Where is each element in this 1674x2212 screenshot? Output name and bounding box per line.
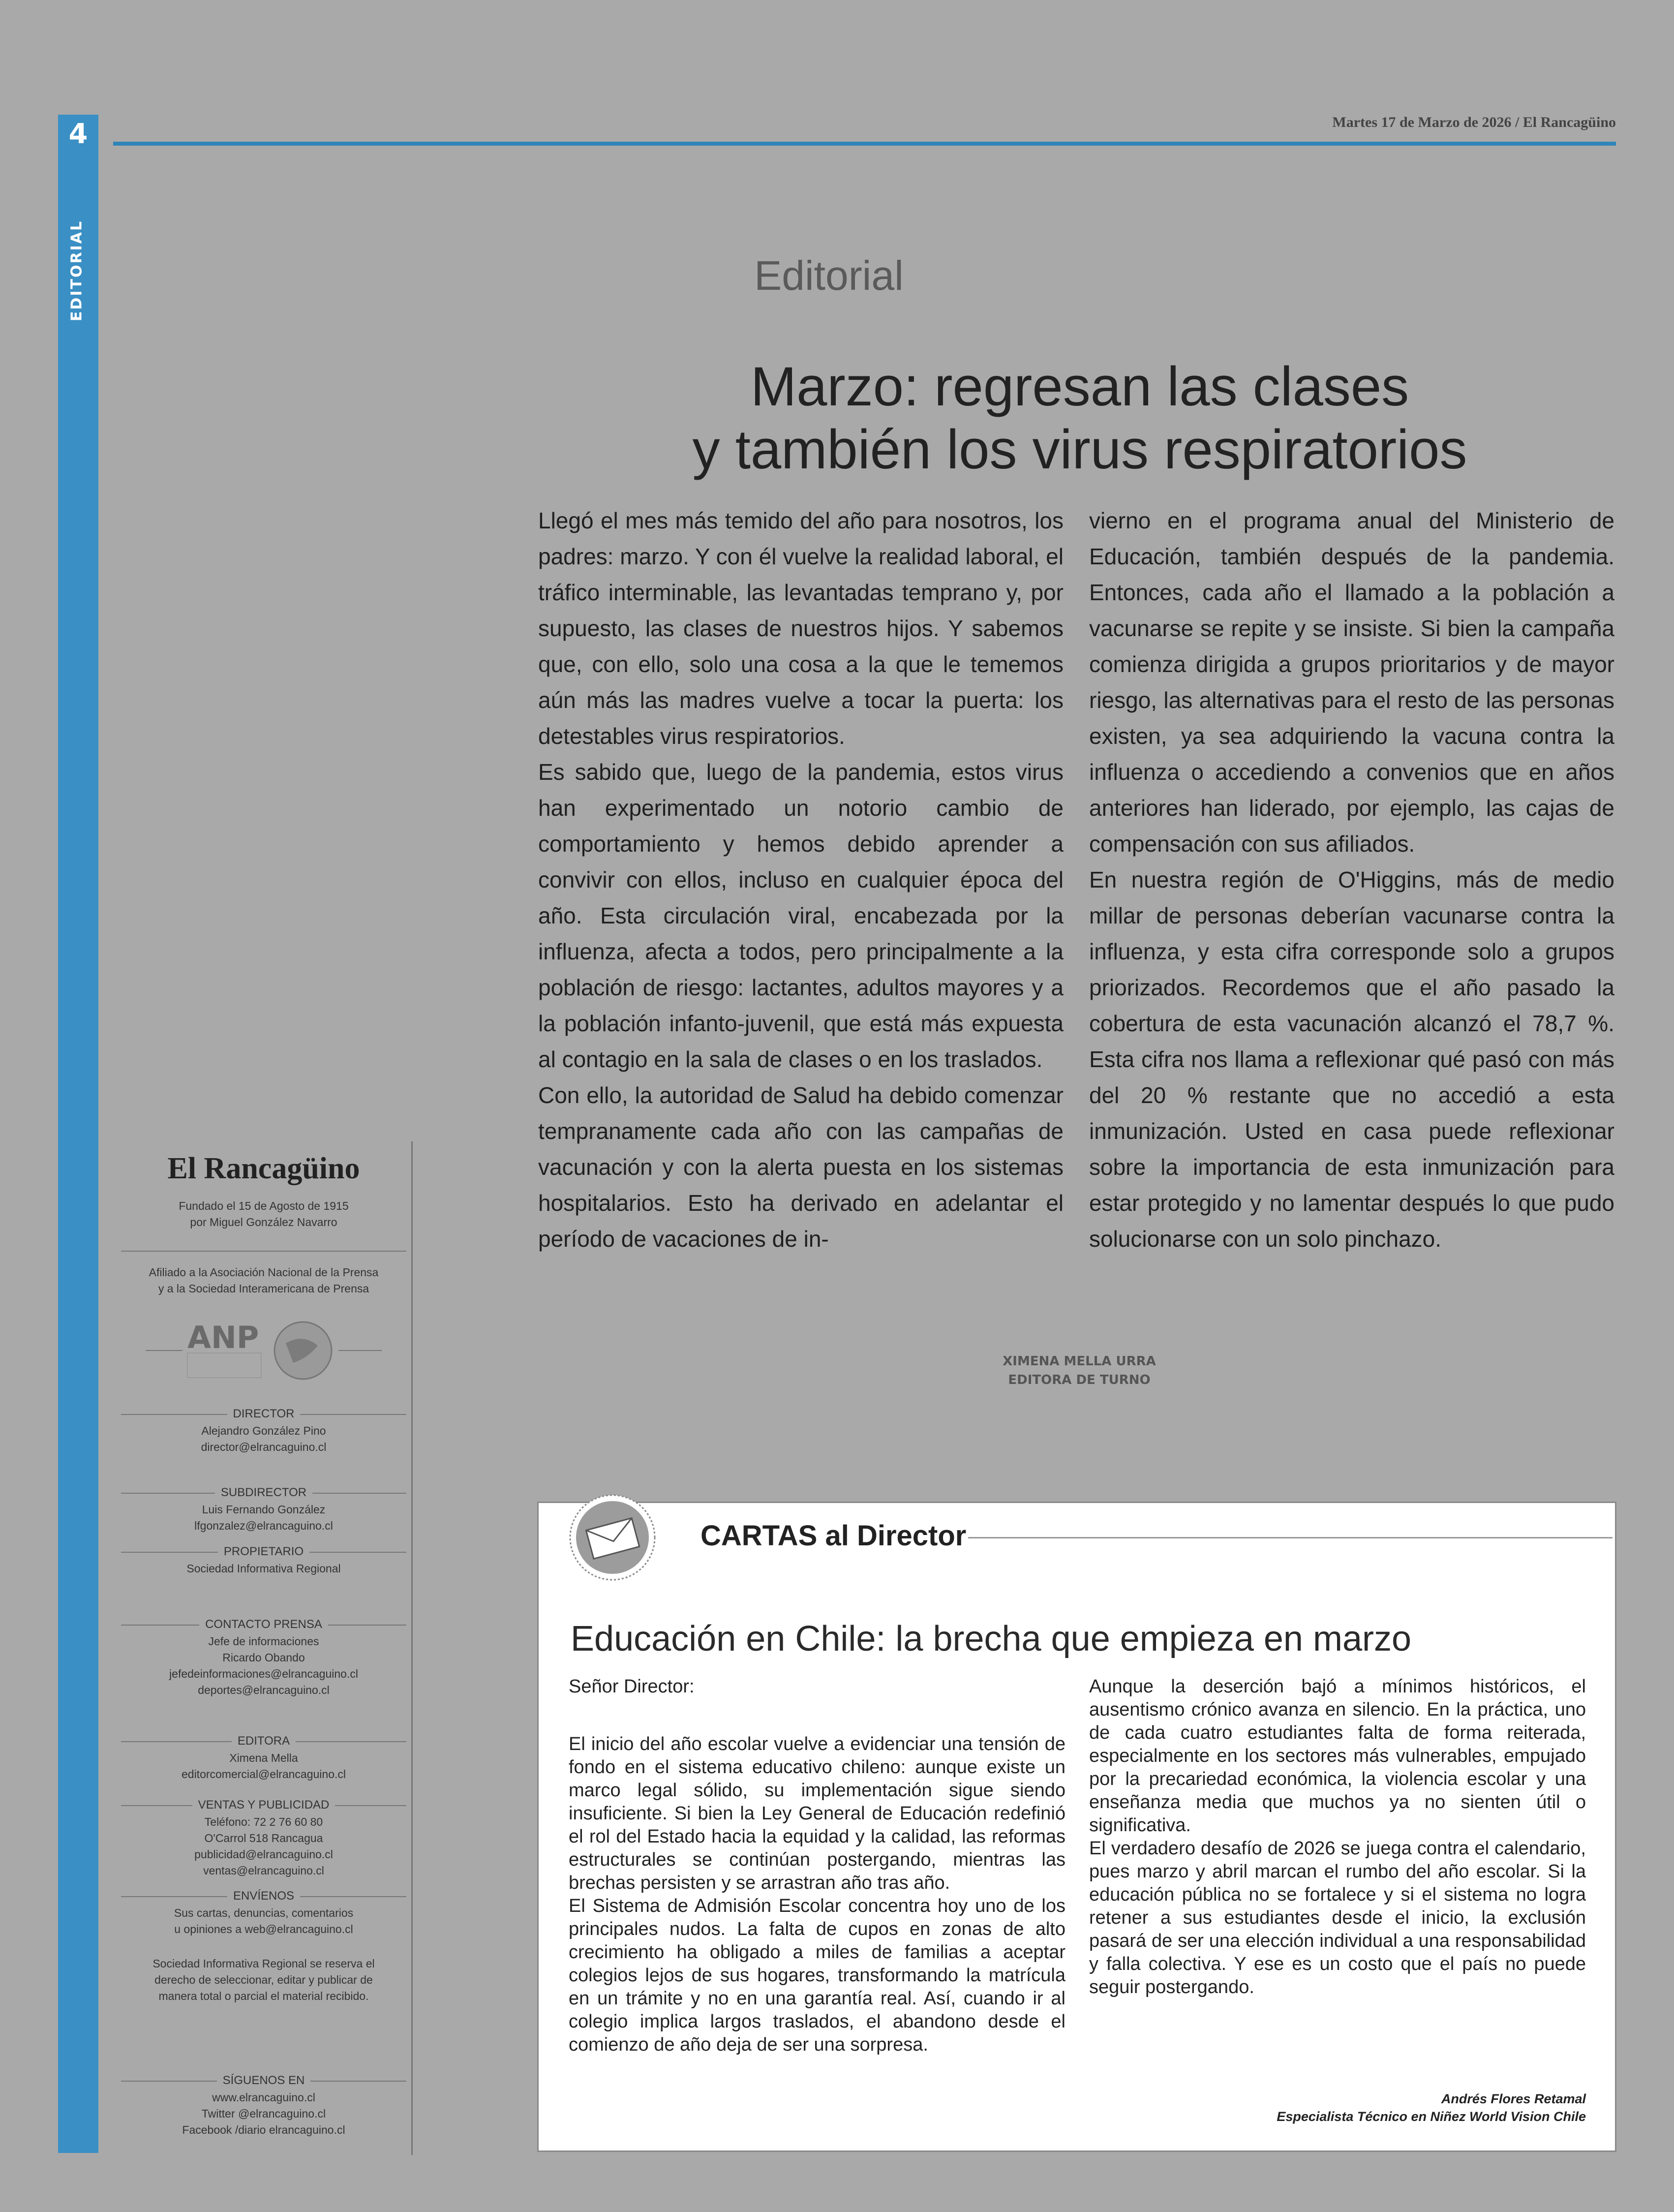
paragraph: Llegó el mes más temido del año para nosotros, los padres: marzo. Y con él vuelve la realidad laboral, el tráfico interminable, las levantadas temprano y, por supuesto, las clases de nuestros hijos. Y sabemos que, con ello, solo una cosa a la que le tememos aún más las madres vuelve a tocar la puerta: los detestables virus respiratorios. [538,508,1064,749]
editorial-column-2 [1089,503,1614,1257]
anp-logo: ANP [187,1320,259,1355]
follow-line: Facebook /diario elrancaguino.cl [182,2123,345,2136]
owner-header-text: PROPIETARIO [218,1545,309,1558]
editor-email: editorcomercial@elrancaguino.cl [181,1768,346,1781]
press-contact-line: deportes@elrancaguino.cl [198,1684,330,1696]
section-side-tab [58,115,98,2153]
sales-line: ventas@elrancaguino.cl [203,1864,324,1877]
rights-line: derecho de seleccionar, editar y publicar de [154,1973,373,1986]
letters-title-rule [968,1537,1613,1538]
rights-line: manera total o parcial el material recibido. [158,1990,369,2002]
sales-line: publicidad@elrancaguino.cl [194,1848,333,1861]
subdirector-name: Luis Fernando González [202,1503,326,1516]
header-rule [113,142,1616,146]
header-date-line: Martes 17 de Marzo de 2026 / El Rancagüino [1332,114,1616,130]
masthead-box [116,1141,413,2155]
follow-header-text: SÍGUENOS EN [217,2074,311,2087]
press-contact-line: jefedeinformaciones@elrancaguino.cl [169,1667,358,1680]
section-vertical-label [57,212,96,330]
association-logos [146,1314,382,1387]
press-contact-line: Ricardo Obando [222,1651,305,1664]
letter-column-2 [1089,1675,1586,1999]
paragraph: Aunque la deserción bajó a mínimos históricos, el ausentismo crónico avanza en silencio. En la práctica, uno de cada cuatro estudiantes falta de forma reiterada, especialmente en los sectores más vulnerables, empujado por la precariedad económica, la violencia escolar y una enseñanza media que muchos ya no sienten útil o significativa. [1089,1676,1586,1836]
paragraph: El inicio del año escolar vuelve a evidenciar una tensión de fondo en el sistema educativo chileno: aunque existe un marco legal sólido, su implementación sigue siendo insuficiente. Si bien la Ley General de Educación redefinió el rol del Estado hacia la equidad y la calidad, las reformas estructurales se continúan postergando, mientras las brechas persisten y se arrastran año tras año. [569,1734,1065,1893]
subdirector-header-text: SUBDIRECTOR [215,1486,312,1499]
send-line: Sus cartas, denuncias, comentarios [174,1906,354,1919]
send-line: u opiniones a web@elrancaguino.cl [174,1923,353,1936]
divider [121,1251,406,1252]
editorial-headline [539,355,1621,481]
sales-header [121,1798,406,1812]
director-email: director@elrancaguino.cl [201,1441,327,1453]
rights-line: Sociedad Informativa Regional se reserva el [152,1957,375,1970]
paragraph: El Sistema de Admisión Escolar concentra hoy uno de los principales nudos. La falta de cupos en zonas de alto crecimiento ha obligado a miles de familias a aceptar colegios lejos de sus hogares, transformando la matrícula en un trámite y no en una garantía real. Así, cuando ir al colegio implica largos traslados, el abandono desde el comienzo de año deja de ser una sorpresa. [569,1896,1065,2055]
paragraph: Es sabido que, luego de la pandemia, estos virus han experimentado un notorio cambio de comportamiento y hemos debido aprender a convivir con ellos, incluso en cualquier época del año. Esta circulación viral, encabezada por la influenza, afecta a todos, pero principalmente a la población de riesgo: lactantes, adultos mayores y a la población infanto-juvenil, que está más expuesta al contagio en la sala de clases o en los traslados. [538,759,1064,1072]
envelope-icon [568,1493,657,1582]
follow-header [121,2074,406,2088]
editorial-byline [932,1352,1227,1389]
press-contact-header [121,1618,406,1631]
signature-role: Especialista Técnico en Niñez World Vision Chile [1277,2109,1586,2124]
letters-section-title: CARTAS al Director [700,1520,967,1552]
subdirector-email: lfgonzalez@elrancaguino.cl [194,1519,333,1532]
letter-headline: Educación en Chile: la brecha que empieza en marzo [571,1619,1412,1659]
masthead-title: El Rancagüino [167,1152,360,1185]
byline-role: EDITORA DE TURNO [1008,1373,1151,1387]
send-header-text: ENVÍENOS [227,1889,300,1903]
affiliation-line: Afiliado a la Asociación Nacional de la Prensa [149,1266,379,1279]
affiliation-line: y a la Sociedad Interamericana de Prensa [158,1282,369,1295]
send-header [121,1889,406,1903]
headline-line-1: Marzo: regresan las clases [750,356,1409,417]
paragraph: Con ello, la autoridad de Salud ha debido comenzar tempranamente cada año con las campañas de vacunación y con la alerta puesta en los sistemas hospitalarios. Esto ha derivado en adelantar el período de vacaciones de in- [538,1082,1064,1252]
letter-signature [1089,2090,1586,2125]
follow-line: Twitter @elrancaguino.cl [201,2107,326,2120]
founded-line: por Miguel González Navarro [190,1216,337,1229]
follow-line: www.elrancaguino.cl [212,2091,315,2104]
headline-line-2: y también los virus respiratorios [692,419,1467,480]
byline-name: XIMENA MELLA URRA [1003,1354,1156,1369]
paragraph: El verdadero desafío de 2026 se juega contra el calendario, pues marzo y abril marcan el rumbo del año escolar. Si la educación pública no se fortalece y si el sistema no logra retener a sus estudiantes desde el inicio, la exclusión pasará de ser una elección individual a una responsabilidad y falla colectiva. Y ese es un costo que el país no puede seguir postergando. [1089,1838,1586,1997]
sales-line: Teléfono: 72 2 76 60 80 [204,1815,323,1828]
anp-logo-frame [187,1353,261,1378]
editor-header [121,1734,406,1748]
editor-header-text: EDITORA [232,1734,296,1748]
press-contact-line: Jefe de informaciones [208,1635,319,1648]
editor-name: Ximena Mella [229,1751,298,1764]
subdirector-header [121,1486,406,1500]
section-name: EDITORIAL [68,219,86,322]
paragraph: vierno en el programa anual del Ministerio de Educación, también después de la pandemia. Entonces, cada año el llamado a la población a vacunarse se repite y se insiste. Si bien la campaña comienza dirigida a grupos prioritarios y de mayor riesgo, las alternativas para el resto de las personas existen, ya sea adquiriendo la vacuna contra la influenza o accediendo a convenios que en años anteriores han liderado, por ejemplo, las cajas de compensación con sus afiliados. [1089,508,1614,857]
director-name: Alejandro González Pino [201,1424,326,1437]
owner-header [121,1545,406,1559]
page-number: 4 [68,118,88,150]
director-header [121,1407,406,1421]
owner-name: Sociedad Informativa Regional [186,1562,341,1575]
signature-name: Andrés Flores Retamal [1441,2091,1586,2106]
section-title: Editorial [754,252,904,299]
director-header-text: DIRECTOR [227,1407,301,1420]
letter-salutation: Señor Director: [569,1676,695,1697]
sales-line: O'Carrol 518 Rancagua [204,1832,323,1844]
founded-line: Fundado el 15 de Agosto de 1915 [179,1199,349,1212]
press-contact-header-text: CONTACTO PRENSA [199,1618,328,1631]
editorial-column-1 [538,503,1064,1257]
letter-column-1 [569,1675,1065,2057]
sales-header-text: VENTAS Y PUBLICIDAD [192,1798,335,1812]
paragraph: En nuestra región de O'Higgins, más de medio millar de personas deberían vacunarse contra la influenza, y esta cifra corresponde solo a grupos priorizados. Recordemos que el año pasado la cobertura de esta vacunación alcanzó el 78,7 %. Esta cifra nos llama a reflexionar qué pasó con más del 20 % restante que no accedió a esta inmunización. Usted en casa puede reflexionar sobre la importancia de esta inmunización para estar protegido y no lamentar después lo que pudo solucionarse con un solo pinchazo. [1089,867,1614,1252]
